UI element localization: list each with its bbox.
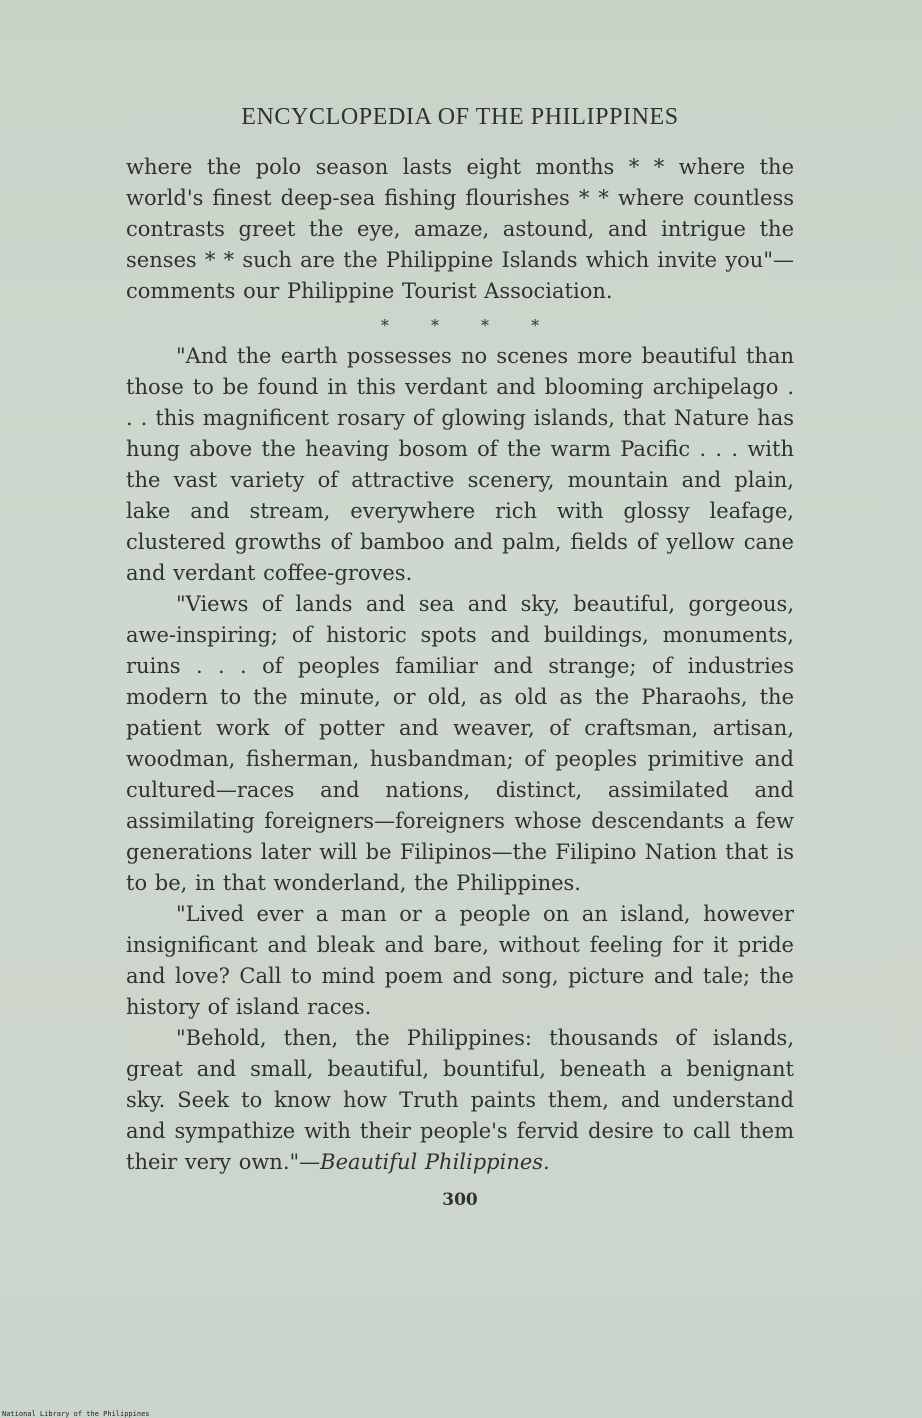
section-separator: * * * * bbox=[380, 316, 558, 335]
paragraph-1: where the polo season lasts eight months * * where the world's finest deep-sea fishing flourishes * * where countless contrasts greet the eye, amaze, astound, and intrigue the senses * * such are the Philippine Islands which invite you"—comments our Philippine Tourist Association. bbox=[126, 155, 794, 303]
paragraph-3: "Views of lands and sea and sky, beautiful, gorgeous, awe-inspiring; of historic spots and buildings, monuments, ruins . . . of peoples familiar and strange; of industries modern to the minute, or old, as old as the Pharaohs, the patient work of potter and weaver, of craftsman, artisan, woodman, fisherman, husbandman; of peoples primitive and cultured—races and nations, distinct, assimilated and assimilating foreigners—foreigners whose descendants a few generations later will be Filipinos—the Filipino Nation that is to be, in that wonderland, the Philippines. bbox=[126, 592, 794, 895]
quote-source: Beautiful Philippines. bbox=[320, 1150, 550, 1174]
body-text bbox=[126, 152, 794, 1178]
paragraph-4: "Lived ever a man or a people on an island, however insignificant and bleak and bare, without feeling for it pride and love? Call to mind poem and song, picture and tale; the history of island races. bbox=[126, 902, 794, 1019]
paragraph-2: "And the earth possesses no scenes more beautiful than those to be found in this verdant and blooming archipelago . . . this magnificent rosary of glowing islands, that Nature has hung above the heaving bosom of the warm Pacific . . . with the vast variety of attractive scenery, mountain and plain, lake and stream, everywhere rich with glossy leafage, clustered growths of bamboo and palm, fields of yellow cane and verdant coffee-groves. bbox=[126, 344, 794, 585]
paragraph-5 bbox=[126, 1023, 794, 1178]
page-number: 300 bbox=[442, 1190, 478, 1210]
running-head: ENCYCLOPEDIA OF THE PHILIPPINES bbox=[241, 104, 679, 130]
paragraph-5-text: "Behold, then, the Philippines: thousands of islands, great and small, beautiful, bountiful, beneath a benignant sky. Seek to know how Truth paints them, and understand and sympathize with their people's fervid desire to call them their very own."— bbox=[126, 1026, 794, 1174]
library-watermark: National Library of the Philippines bbox=[2, 1410, 150, 1418]
